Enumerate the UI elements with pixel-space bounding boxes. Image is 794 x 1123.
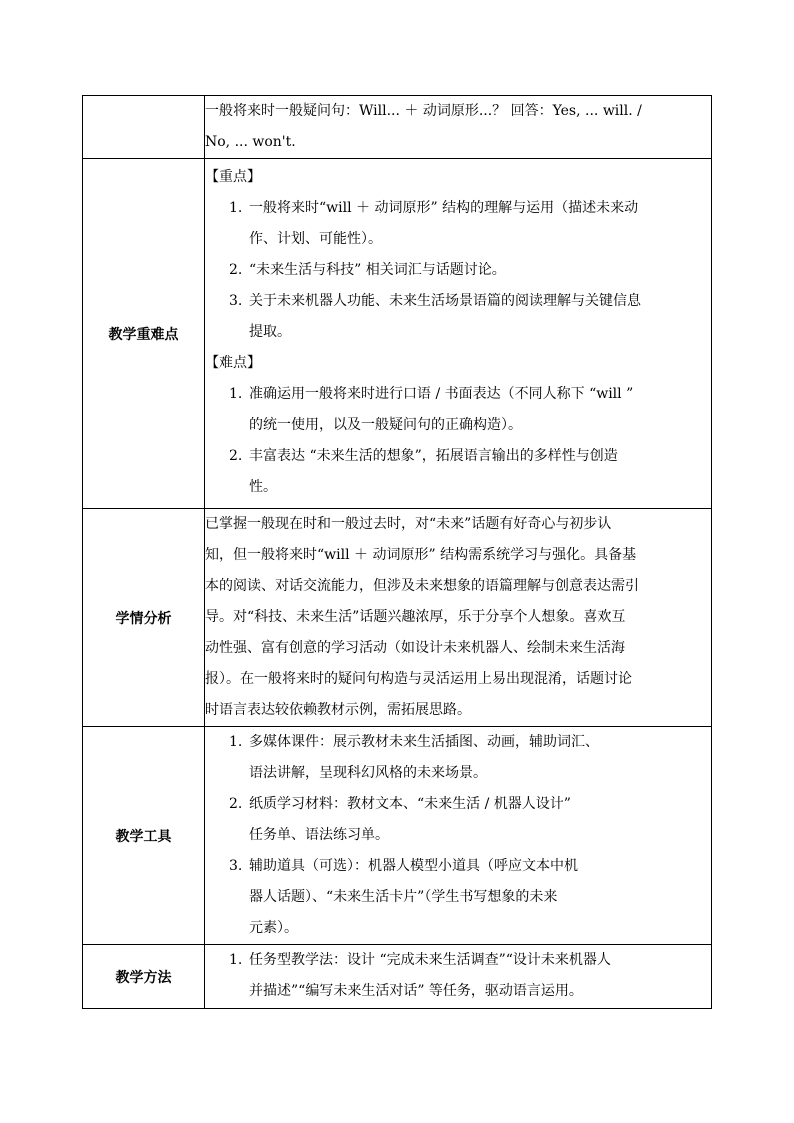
list-item bbox=[205, 851, 711, 944]
item-text: 多媒体课件：展示教材未来生活插图、动画，辅助词汇、 bbox=[249, 734, 599, 750]
item-text: “未来生活与科技” 相关词汇与话题讨论。 bbox=[249, 262, 506, 278]
row-label-teaching-tools: 教学工具 bbox=[83, 727, 205, 945]
item-text: 任务型教学法：设计 “完成未来生活调查”“设计未来机器人 bbox=[249, 952, 611, 968]
text-line: 一般将来时一般疑问句：Will... ＋ 动词原形...？ 回答：Yes, ... will. / bbox=[205, 103, 642, 119]
table-row bbox=[83, 96, 712, 159]
section-heading: 【难点】 bbox=[205, 355, 261, 371]
item-text: 性。 bbox=[249, 479, 277, 495]
item-text: 器人话题）、“未来生活卡片”（学生书写想象的未来 bbox=[249, 889, 558, 905]
table-row bbox=[83, 945, 712, 1009]
row-label bbox=[83, 96, 205, 159]
item-text: 纸质学习材料：教材文本、“未来生活 / 机器人设计” bbox=[249, 796, 571, 812]
item-text: 任务单、语法练习单。 bbox=[249, 827, 389, 843]
item-text: 作、计划、可能性）。 bbox=[249, 231, 382, 247]
item-text: 提取。 bbox=[249, 324, 291, 340]
item-number: 1. bbox=[229, 200, 243, 216]
item-text: 关于未来机器人功能、未来生活场景语篇的阅读理解与关键信息 bbox=[249, 293, 641, 309]
row-content bbox=[205, 509, 712, 727]
item-number: 1. bbox=[229, 386, 243, 402]
section-heading: 【重点】 bbox=[205, 169, 261, 185]
text-line: 知，但一般将来时“will ＋ 动词原形” 结构需系统学习与强化。具备基 bbox=[205, 547, 637, 563]
text-line: 已掌握一般现在时和一般过去时，对“未来”话题有好奇心与初步认 bbox=[205, 516, 612, 532]
item-text: 一般将来时“will ＋ 动词原形” 结构的理解与运用（描述未来动 bbox=[249, 200, 639, 216]
list-item bbox=[205, 789, 711, 851]
row-label-student-analysis: 学情分析 bbox=[83, 509, 205, 727]
item-number: 2. bbox=[229, 262, 243, 278]
row-content bbox=[205, 96, 712, 159]
list-item bbox=[205, 727, 711, 789]
table-row bbox=[83, 159, 712, 509]
text-line: 本的阅读、对话交流能力，但涉及未来想象的语篇理解与创意表达需引 bbox=[205, 578, 639, 594]
row-content bbox=[205, 945, 712, 1009]
lesson-plan-table bbox=[82, 95, 712, 1009]
item-number: 2. bbox=[229, 448, 243, 464]
row-content bbox=[205, 159, 712, 509]
list-item bbox=[205, 945, 711, 1007]
row-label-teaching-methods: 教学方法 bbox=[83, 945, 205, 1009]
text-line: 动性强、富有创意的学习活动（如设计未来机器人、绘制未来生活海 bbox=[205, 640, 625, 656]
text-line: 导。对“科技、未来生活”话题兴趣浓厚，乐于分享个人想象。喜欢互 bbox=[205, 609, 626, 625]
list-item bbox=[205, 193, 711, 255]
list-item bbox=[205, 255, 711, 286]
item-text: 语法讲解，呈现科幻风格的未来场景。 bbox=[249, 765, 487, 781]
item-text: 辅助道具（可选）：机器人模型小道具（呼应文本中机 bbox=[249, 858, 578, 874]
row-label-key-points: 教学重难点 bbox=[83, 159, 205, 509]
item-text: 丰富表达 “未来生活的想象”，拓展语言输出的多样性与创造 bbox=[249, 448, 618, 464]
list-item bbox=[205, 379, 711, 441]
list-item bbox=[205, 286, 711, 348]
item-text: 准确运用一般将来时进行口语 / 书面表达（不同人称下 “will ” bbox=[249, 386, 634, 402]
list-item bbox=[205, 441, 711, 503]
item-text: 元素）。 bbox=[249, 920, 298, 936]
text-line: 报）。在一般将来时的疑问句构造与灵活运用上易出现混淆，话题讨论 bbox=[205, 671, 632, 687]
table-row bbox=[83, 727, 712, 945]
item-number: 3. bbox=[229, 858, 243, 874]
text-line: No, ... won't. bbox=[205, 134, 296, 150]
item-number: 1. bbox=[229, 952, 243, 968]
text-line: 时语言表达较依赖教材示例，需拓展思路。 bbox=[205, 702, 471, 718]
item-number: 3. bbox=[229, 293, 243, 309]
item-text: 的统一使用，以及一般疑问句的正确构造）。 bbox=[249, 417, 522, 433]
item-number: 2. bbox=[229, 796, 243, 812]
item-number: 1. bbox=[229, 734, 243, 750]
table-row bbox=[83, 509, 712, 727]
row-content bbox=[205, 727, 712, 945]
item-text: 并描述”“编写未来生活对话” 等任务，驱动语言运用。 bbox=[249, 983, 583, 999]
